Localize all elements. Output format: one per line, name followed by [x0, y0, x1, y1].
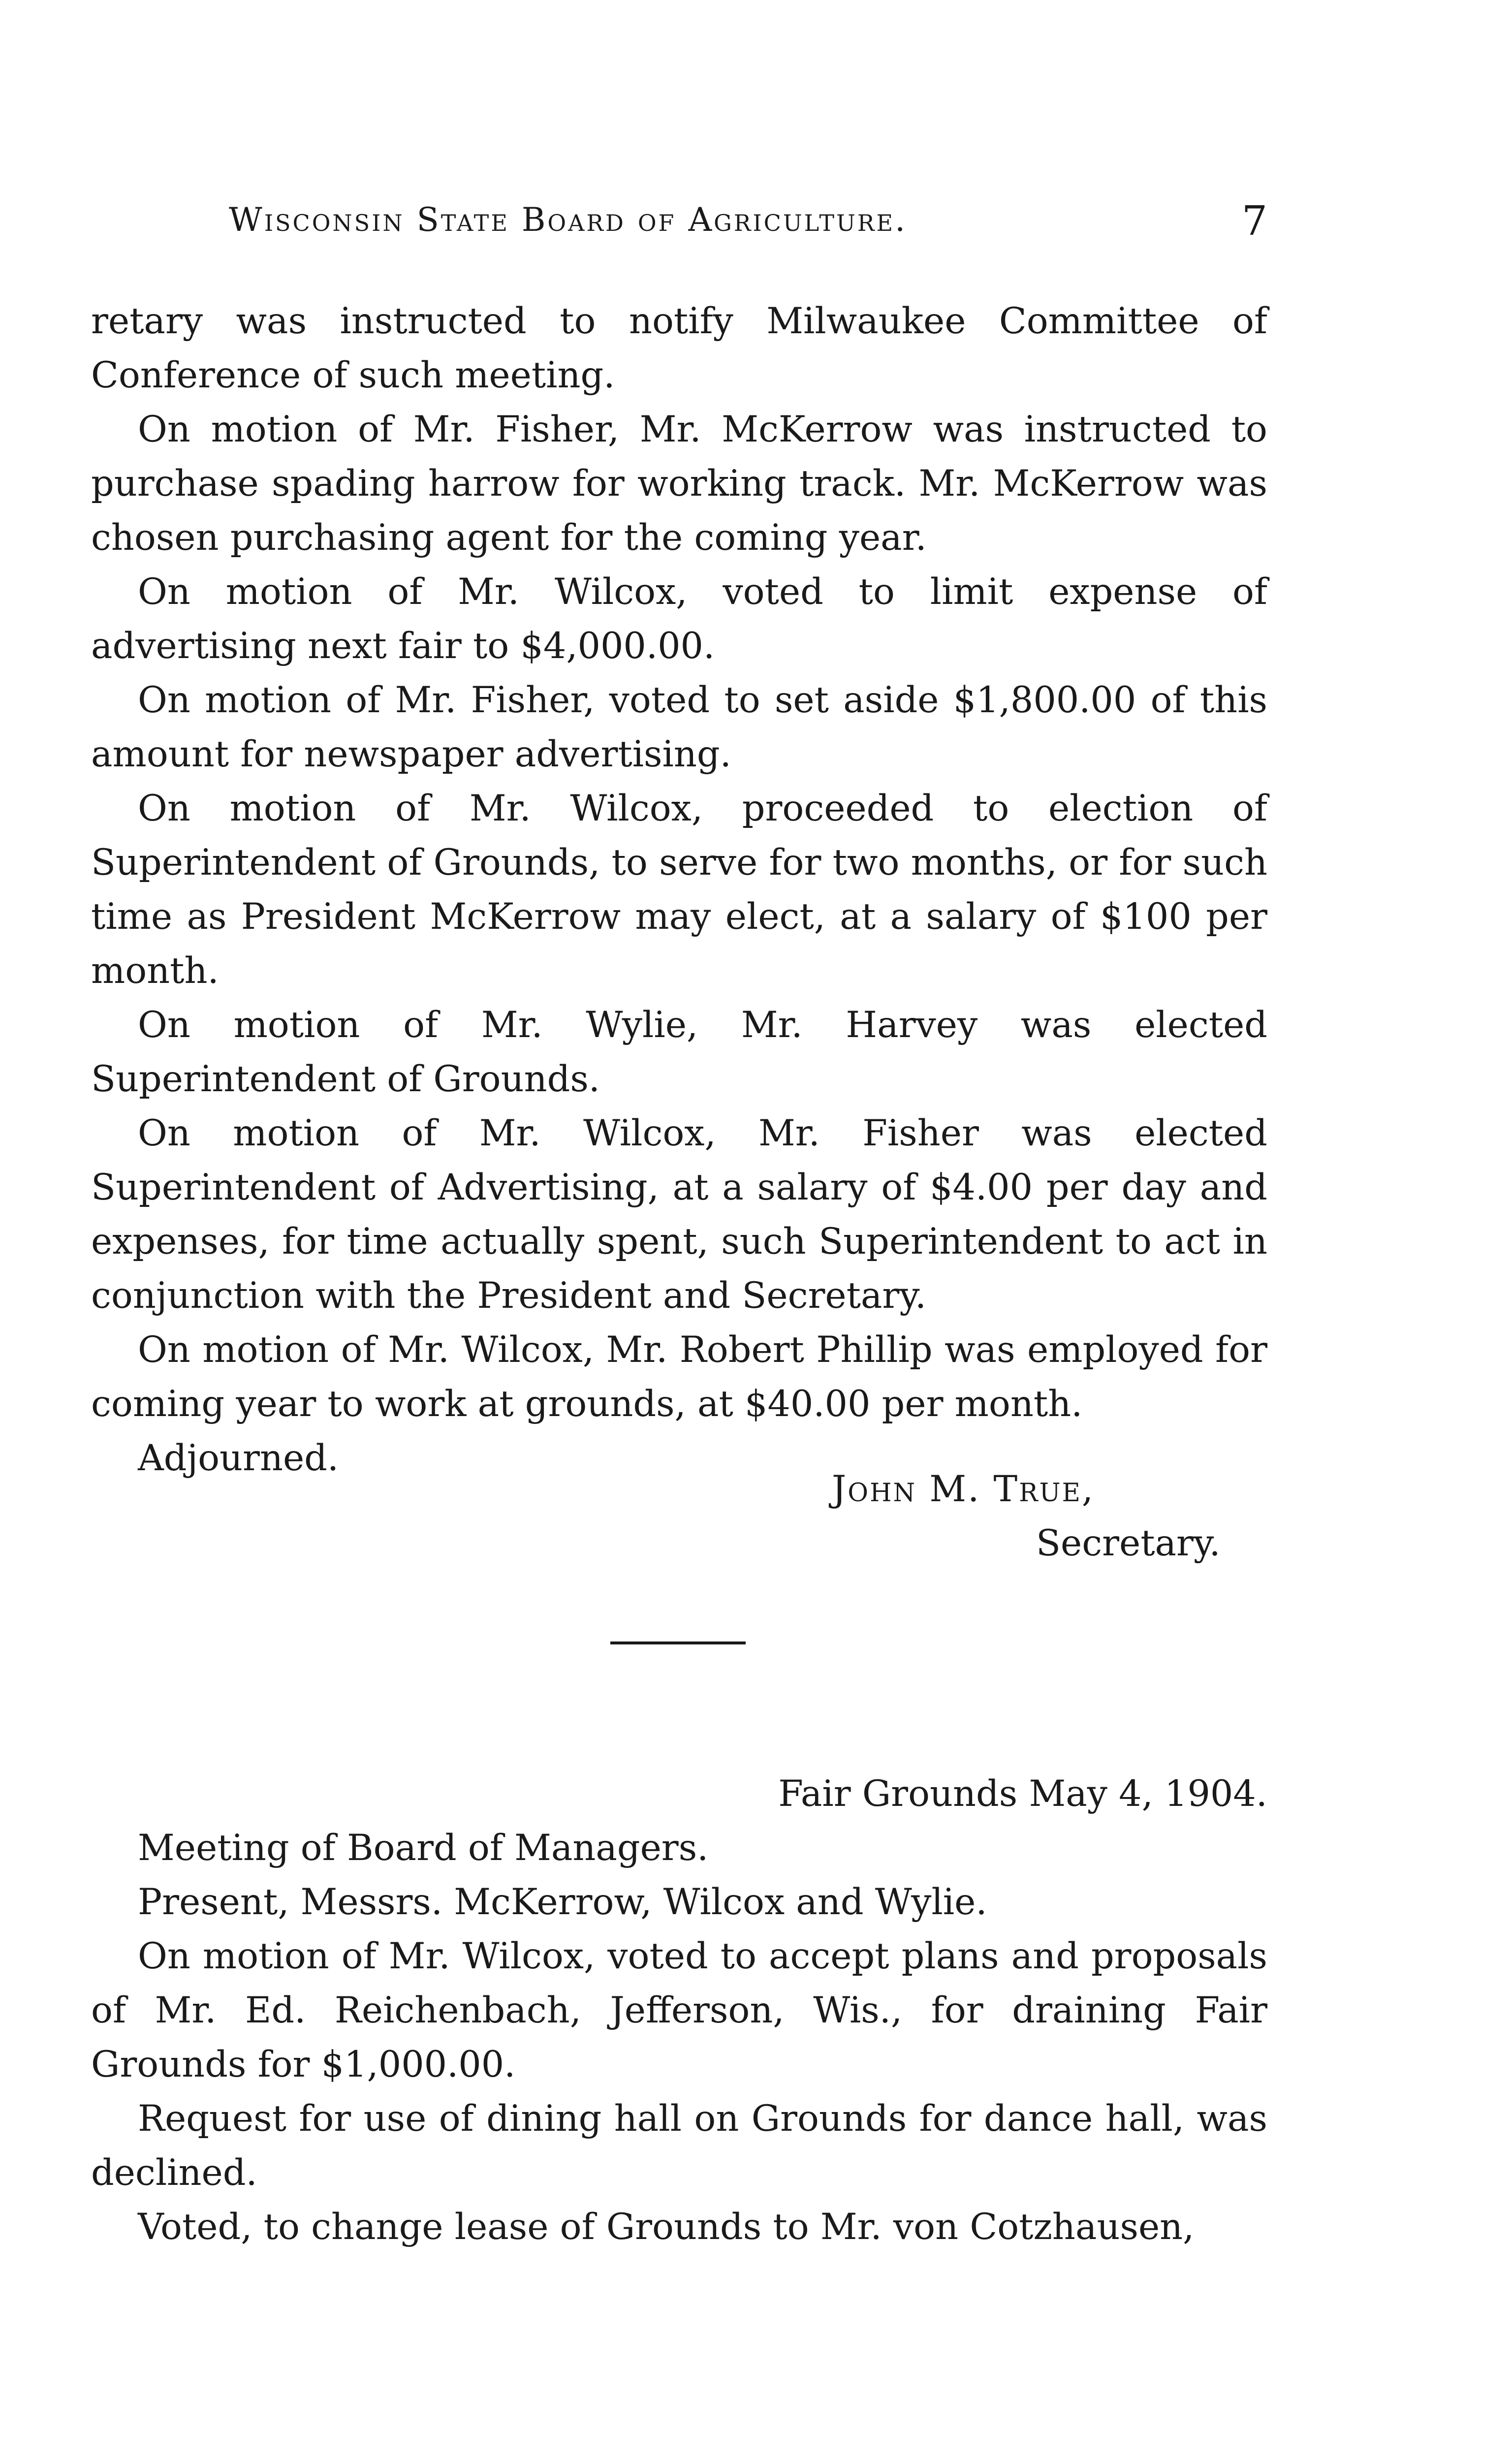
- paragraph-harrow: On motion of Mr. Fisher, Mr. McKerrow was instructed to purchase spading harrow for working track. Mr. McKerrow was chosen purchasing agent for the coming year.: [91, 409, 1267, 559]
- paragraph-adjourned: Adjourned.: [138, 1437, 339, 1479]
- paragraph-meeting: Meeting of Board of Managers.: [138, 1827, 709, 1869]
- continuation-paragraph: retary was instructed to notify Milwaukee Committee of Conference of such meeting.: [91, 300, 1267, 396]
- section-divider: [610, 1641, 746, 1644]
- header-title: Wisconsin State Board of Agriculture.: [229, 201, 908, 239]
- paragraph-dining-hall: Request for use of dining hall on Grounds for dance hall, was declined.: [91, 2098, 1267, 2194]
- paragraph-superintendent-election: On motion of Mr. Wilcox, proceeded to election of Superintendent of Grounds, to serve for two months, or for such time as President McKerrow may elect, at a salary of $100 per month.: [91, 788, 1267, 992]
- paragraph-lease-change: Voted, to change lease of Grounds to Mr. von Cotzhausen,: [138, 2206, 1195, 2248]
- section-2-body: [91, 1767, 1267, 2254]
- paragraph-fisher-elected: On motion of Mr. Wilcox, Mr. Fisher was elected Superintendent of Advertising, at a salary of $4.00 per day and expenses, for time actually spent, such Superintendent to act in conjunction with the President and Secretary.: [91, 1112, 1267, 1317]
- paragraph-draining-plans: On motion of Mr. Wilcox, voted to accept plans and proposals of Mr. Ed. Reichenbach, Jefferson, Wis., for draining Fair Grounds for $1,000.00.: [91, 1935, 1267, 2085]
- signature-name: John M. True,: [832, 1468, 1095, 1510]
- paragraph-newspaper-advertising: On motion of Mr. Fisher, voted to set aside $1,800.00 of this amount for newspaper advertising.: [91, 679, 1267, 775]
- paragraph-present: Present, Messrs. McKerrow, Wilcox and Wylie.: [138, 1881, 987, 1923]
- paragraph-phillip-employed: On motion of Mr. Wilcox, Mr. Robert Phillip was employed for coming year to work at grounds, at $40.00 per month.: [91, 1329, 1267, 1425]
- running-header: [91, 198, 1267, 255]
- signature-title: Secretary.: [1036, 1522, 1221, 1564]
- dateline: Fair Grounds May 4, 1904.: [778, 1773, 1267, 1815]
- paragraph-harvey-elected: On motion of Mr. Wylie, Mr. Harvey was elected Superintendent of Grounds.: [91, 1004, 1267, 1100]
- paragraph-advertising-limit: On motion of Mr. Wilcox, voted to limit expense of advertising next fair to $4,000.00.: [91, 571, 1267, 667]
- page-number: 7: [1241, 198, 1267, 245]
- section-1-body: [91, 294, 1267, 1485]
